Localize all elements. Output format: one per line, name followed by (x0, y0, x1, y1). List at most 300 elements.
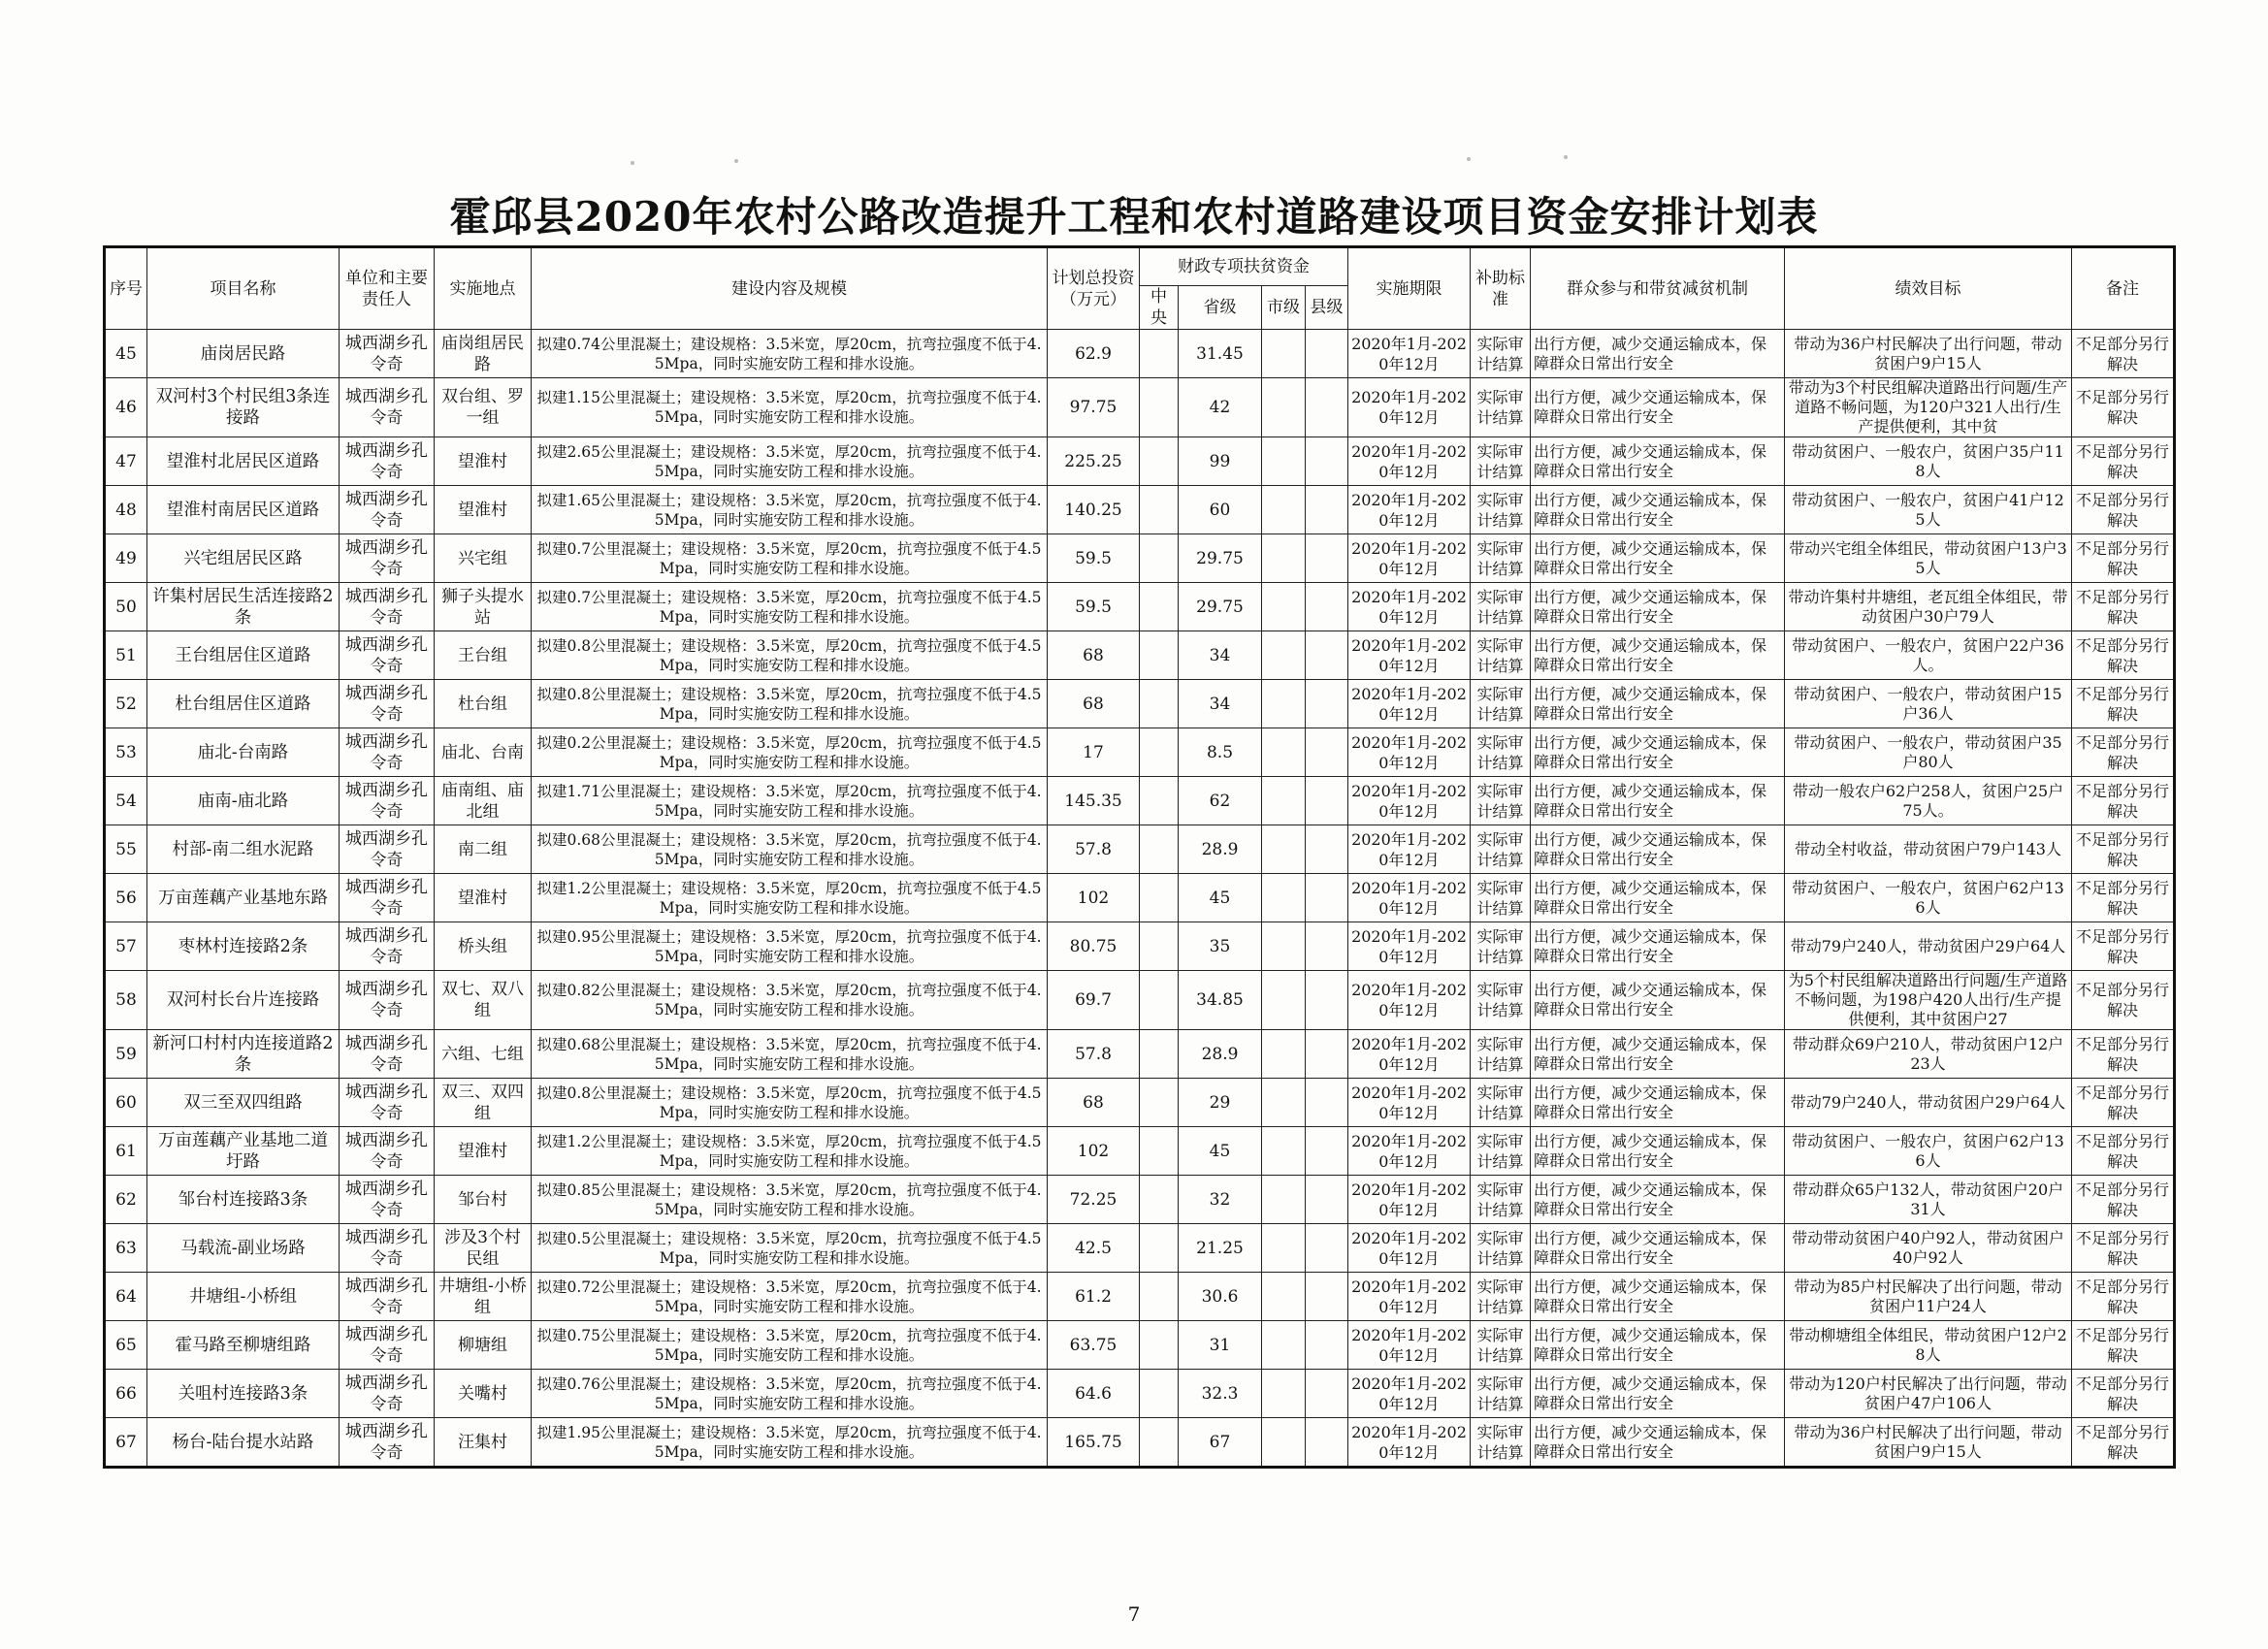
cell-mechanism: 出行方便，减少交通运输成本，保障群众日常出行安全 (1531, 728, 1785, 777)
cell-performance: 带动贫困户、一般农户，贫困户35户118人 (1785, 437, 2072, 486)
cell-project-name: 庙南-庙北路 (147, 777, 340, 825)
cell-project-name: 邹台村连接路3条 (147, 1176, 340, 1224)
header-central: 中央 (1140, 286, 1179, 330)
cell-mechanism: 出行方便，减少交通运输成本，保障群众日常出行安全 (1531, 922, 1785, 971)
cell-unit: 城西湖乡孔令奇 (340, 631, 435, 680)
cell-unit: 城西湖乡孔令奇 (340, 680, 435, 728)
cell-province: 29.75 (1179, 583, 1262, 631)
cell-central (1140, 728, 1179, 777)
cell-performance: 带动贫困户、一般农户，带动贫困户35户80人 (1785, 728, 2072, 777)
cell-period: 2020年1月-2020年12月 (1348, 486, 1471, 534)
cell-county (1306, 1079, 1348, 1127)
cell-project-name: 双河村长台片连接路 (147, 971, 340, 1030)
cell-location: 望淮村 (435, 437, 532, 486)
cell-county (1306, 1321, 1348, 1370)
cell-project-name: 双三至双四组路 (147, 1079, 340, 1127)
cell-period: 2020年1月-2020年12月 (1348, 1321, 1471, 1370)
cell-unit: 城西湖乡孔令奇 (340, 1079, 435, 1127)
cell-performance: 带动79户240人，带动贫困户29户64人 (1785, 1079, 2072, 1127)
cell-standard: 实际审计结算 (1471, 486, 1531, 534)
cell-unit: 城西湖乡孔令奇 (340, 728, 435, 777)
cell-city (1262, 971, 1306, 1030)
cell-mechanism: 出行方便，减少交通运输成本，保障群众日常出行安全 (1531, 1176, 1785, 1224)
cell-mechanism: 出行方便，减少交通运输成本，保障群众日常出行安全 (1531, 486, 1785, 534)
cell-central (1140, 1370, 1179, 1418)
cell-scope: 拟建0.75公里混凝土；建设规格：3.5米宽，厚20cm，抗弯拉强度不低于4.5Mpa，同时实施安防工程和排水设施。 (532, 1321, 1048, 1370)
cell-city (1262, 534, 1306, 583)
cell-performance: 带动柳塘组全体组民，带动贫困户12户28人 (1785, 1321, 2072, 1370)
cell-central (1140, 583, 1179, 631)
cell-performance: 带动贫困户、一般农户，贫困户62户136人 (1785, 1127, 2072, 1176)
cell-seq: 59 (105, 1030, 147, 1079)
cell-note: 不足部分另行解决 (2072, 971, 2175, 1030)
cell-scope: 拟建2.65公里混凝土；建设规格：3.5米宽，厚20cm，抗弯拉强度不低于4.5Mpa，同时实施安防工程和排水设施。 (532, 437, 1048, 486)
header-total-investment: 计划总投资（万元） (1048, 247, 1140, 330)
cell-province: 31 (1179, 1321, 1262, 1370)
cell-seq: 52 (105, 680, 147, 728)
cell-scope: 拟建0.68公里混凝土；建设规格：3.5米宽，厚20cm，抗弯拉强度不低于4.5Mpa，同时实施安防工程和排水设施。 (532, 1030, 1048, 1079)
cell-total-investment: 145.35 (1048, 777, 1140, 825)
table-row (105, 534, 2175, 583)
cell-scope: 拟建1.95公里混凝土；建设规格：3.5米宽，厚20cm，抗弯拉强度不低于4.5Mpa，同时实施安防工程和排水设施。 (532, 1418, 1048, 1468)
cell-location: 望淮村 (435, 874, 532, 922)
cell-period: 2020年1月-2020年12月 (1348, 1418, 1471, 1468)
header-period: 实施期限 (1348, 247, 1471, 330)
cell-central (1140, 534, 1179, 583)
cell-performance: 带动贫困户、一般农户，贫困户62户136人 (1785, 874, 2072, 922)
cell-central (1140, 1418, 1179, 1468)
cell-note: 不足部分另行解决 (2072, 583, 2175, 631)
cell-standard: 实际审计结算 (1471, 534, 1531, 583)
cell-seq: 62 (105, 1176, 147, 1224)
cell-scope: 拟建1.15公里混凝土；建设规格：3.5米宽，厚20cm，抗弯拉强度不低于4.5Mpa，同时实施安防工程和排水设施。 (532, 378, 1048, 437)
cell-unit: 城西湖乡孔令奇 (340, 378, 435, 437)
cell-city (1262, 330, 1306, 378)
cell-project-name: 庙岗居民路 (147, 330, 340, 378)
table-row (105, 825, 2175, 874)
cell-county (1306, 825, 1348, 874)
cell-city (1262, 922, 1306, 971)
cell-central (1140, 486, 1179, 534)
cell-county (1306, 1418, 1348, 1468)
cell-city (1262, 680, 1306, 728)
cell-total-investment: 102 (1048, 874, 1140, 922)
cell-note: 不足部分另行解决 (2072, 534, 2175, 583)
table-row (105, 437, 2175, 486)
cell-period: 2020年1月-2020年12月 (1348, 971, 1471, 1030)
cell-location: 双三、双四组 (435, 1079, 532, 1127)
table-row (105, 777, 2175, 825)
cell-period: 2020年1月-2020年12月 (1348, 728, 1471, 777)
cell-mechanism: 出行方便，减少交通运输成本，保障群众日常出行安全 (1531, 777, 1785, 825)
cell-city (1262, 1370, 1306, 1418)
cell-unit: 城西湖乡孔令奇 (340, 583, 435, 631)
cell-project-name: 枣林村连接路2条 (147, 922, 340, 971)
cell-province: 8.5 (1179, 728, 1262, 777)
cell-period: 2020年1月-2020年12月 (1348, 1079, 1471, 1127)
table-header (105, 247, 2175, 330)
cell-mechanism: 出行方便，减少交通运输成本，保障群众日常出行安全 (1531, 1418, 1785, 1468)
cell-county (1306, 534, 1348, 583)
table-row (105, 922, 2175, 971)
cell-county (1306, 330, 1348, 378)
cell-note: 不足部分另行解决 (2072, 1321, 2175, 1370)
cell-central (1140, 1321, 1179, 1370)
cell-seq: 53 (105, 728, 147, 777)
cell-note: 不足部分另行解决 (2072, 1370, 2175, 1418)
cell-note: 不足部分另行解决 (2072, 874, 2175, 922)
cell-central (1140, 1224, 1179, 1273)
cell-city (1262, 825, 1306, 874)
cell-total-investment: 225.25 (1048, 437, 1140, 486)
cell-seq: 58 (105, 971, 147, 1030)
cell-seq: 57 (105, 922, 147, 971)
cell-total-investment: 68 (1048, 1079, 1140, 1127)
cell-county (1306, 971, 1348, 1030)
cell-province: 99 (1179, 437, 1262, 486)
cell-location: 庙北、台南 (435, 728, 532, 777)
table-row (105, 1418, 2175, 1468)
cell-unit: 城西湖乡孔令奇 (340, 330, 435, 378)
cell-central (1140, 680, 1179, 728)
cell-performance: 带动群众69户210人，带动贫困户12户23人 (1785, 1030, 2072, 1079)
cell-period: 2020年1月-2020年12月 (1348, 680, 1471, 728)
cell-seq: 46 (105, 378, 147, 437)
cell-scope: 拟建1.71公里混凝土；建设规格：3.5米宽，厚20cm，抗弯拉强度不低于4.5Mpa，同时实施安防工程和排水设施。 (532, 777, 1048, 825)
cell-unit: 城西湖乡孔令奇 (340, 1273, 435, 1321)
cell-central (1140, 1030, 1179, 1079)
page-title: 霍邱县2020年农村公路改造提升工程和农村道路建设项目资金安排计划表 (449, 193, 1819, 241)
cell-city (1262, 1030, 1306, 1079)
cell-project-name: 村部-南二组水泥路 (147, 825, 340, 874)
cell-note: 不足部分另行解决 (2072, 1273, 2175, 1321)
cell-province: 45 (1179, 1127, 1262, 1176)
cell-total-investment: 68 (1048, 680, 1140, 728)
cell-note: 不足部分另行解决 (2072, 680, 2175, 728)
cell-city (1262, 728, 1306, 777)
header-scope: 建设内容及规模 (532, 247, 1048, 330)
cell-city (1262, 1127, 1306, 1176)
cell-scope: 拟建0.8公里混凝土；建设规格：3.5米宽，厚20cm，抗弯拉强度不低于4.5Mpa，同时实施安防工程和排水设施。 (532, 1079, 1048, 1127)
cell-unit: 城西湖乡孔令奇 (340, 1030, 435, 1079)
cell-scope: 拟建0.5公里混凝土；建设规格：3.5米宽，厚20cm，抗弯拉强度不低于4.5Mpa，同时实施安防工程和排水设施。 (532, 1224, 1048, 1273)
header-unit: 单位和主要责任人 (340, 247, 435, 330)
cell-mechanism: 出行方便，减少交通运输成本，保障群众日常出行安全 (1531, 330, 1785, 378)
cell-location: 庙南组、庙北组 (435, 777, 532, 825)
cell-standard: 实际审计结算 (1471, 1127, 1531, 1176)
cell-standard: 实际审计结算 (1471, 680, 1531, 728)
cell-mechanism: 出行方便，减少交通运输成本，保障群众日常出行安全 (1531, 583, 1785, 631)
cell-unit: 城西湖乡孔令奇 (340, 1176, 435, 1224)
cell-seq: 47 (105, 437, 147, 486)
table-row (105, 971, 2175, 1030)
cell-scope: 拟建1.2公里混凝土；建设规格：3.5米宽，厚20cm，抗弯拉强度不低于4.5Mpa，同时实施安防工程和排水设施。 (532, 874, 1048, 922)
table-row (105, 874, 2175, 922)
cell-period: 2020年1月-2020年12月 (1348, 534, 1471, 583)
header-city: 市级 (1262, 286, 1306, 330)
cell-total-investment: 59.5 (1048, 583, 1140, 631)
cell-seq: 55 (105, 825, 147, 874)
cell-total-investment: 62.9 (1048, 330, 1140, 378)
cell-county (1306, 1224, 1348, 1273)
cell-province: 21.25 (1179, 1224, 1262, 1273)
cell-scope: 拟建0.74公里混凝土；建设规格：3.5米宽，厚20cm，抗弯拉强度不低于4.5Mpa，同时实施安防工程和排水设施。 (532, 330, 1048, 378)
scan-speck (734, 159, 738, 163)
cell-scope: 拟建0.7公里混凝土；建设规格：3.5米宽，厚20cm，抗弯拉强度不低于4.5Mpa，同时实施安防工程和排水设施。 (532, 534, 1048, 583)
table-row (105, 486, 2175, 534)
cell-unit: 城西湖乡孔令奇 (340, 534, 435, 583)
cell-scope: 拟建1.2公里混凝土；建设规格：3.5米宽，厚20cm，抗弯拉强度不低于4.5Mpa，同时实施安防工程和排水设施。 (532, 1127, 1048, 1176)
cell-project-name: 杨台-陆台提水站路 (147, 1418, 340, 1468)
cell-total-investment: 57.8 (1048, 1030, 1140, 1079)
table-row (105, 680, 2175, 728)
cell-standard: 实际审计结算 (1471, 378, 1531, 437)
cell-performance: 带动贫困户、一般农户，贫困户41户125人 (1785, 486, 2072, 534)
cell-unit: 城西湖乡孔令奇 (340, 1321, 435, 1370)
cell-performance: 带动一般农户62户258人，贫困户25户75人。 (1785, 777, 2072, 825)
cell-province: 45 (1179, 874, 1262, 922)
cell-performance: 带动许集村井塘组，老瓦组全体组民，带动贫困户30户79人 (1785, 583, 2072, 631)
cell-seq: 67 (105, 1418, 147, 1468)
cell-city (1262, 631, 1306, 680)
cell-period: 2020年1月-2020年12月 (1348, 1176, 1471, 1224)
cell-scope: 拟建0.7公里混凝土；建设规格：3.5米宽，厚20cm，抗弯拉强度不低于4.5Mpa，同时实施安防工程和排水设施。 (532, 583, 1048, 631)
cell-period: 2020年1月-2020年12月 (1348, 1273, 1471, 1321)
cell-province: 34.85 (1179, 971, 1262, 1030)
cell-total-investment: 80.75 (1048, 922, 1140, 971)
cell-province: 34 (1179, 680, 1262, 728)
cell-location: 汪集村 (435, 1418, 532, 1468)
cell-seq: 60 (105, 1079, 147, 1127)
cell-central (1140, 922, 1179, 971)
cell-mechanism: 出行方便，减少交通运输成本，保障群众日常出行安全 (1531, 680, 1785, 728)
cell-seq: 61 (105, 1127, 147, 1176)
cell-seq: 48 (105, 486, 147, 534)
cell-seq: 51 (105, 631, 147, 680)
cell-location: 柳塘组 (435, 1321, 532, 1370)
cell-performance: 带动为85户村民解决了出行问题，带动贫困户11户24人 (1785, 1273, 2072, 1321)
cell-scope: 拟建0.82公里混凝土；建设规格：3.5米宽，厚20cm，抗弯拉强度不低于4.5Mpa，同时实施安防工程和排水设施。 (532, 971, 1048, 1030)
cell-total-investment: 57.8 (1048, 825, 1140, 874)
cell-period: 2020年1月-2020年12月 (1348, 583, 1471, 631)
cell-central (1140, 631, 1179, 680)
cell-central (1140, 1176, 1179, 1224)
cell-city (1262, 1176, 1306, 1224)
cell-total-investment: 63.75 (1048, 1321, 1140, 1370)
cell-mechanism: 出行方便，减少交通运输成本，保障群众日常出行安全 (1531, 1273, 1785, 1321)
cell-location: 庙岗组居民路 (435, 330, 532, 378)
cell-location: 南二组 (435, 825, 532, 874)
cell-city (1262, 1321, 1306, 1370)
cell-project-name: 双河村3个村民组3条连接路 (147, 378, 340, 437)
cell-seq: 63 (105, 1224, 147, 1273)
cell-location: 狮子头提水站 (435, 583, 532, 631)
cell-standard: 实际审计结算 (1471, 728, 1531, 777)
scan-speck (1564, 155, 1568, 159)
cell-scope: 拟建1.65公里混凝土；建设规格：3.5米宽，厚20cm，抗弯拉强度不低于4.5Mpa，同时实施安防工程和排水设施。 (532, 486, 1048, 534)
header-mechanism: 群众参与和带贫减贫机制 (1531, 247, 1785, 330)
cell-period: 2020年1月-2020年12月 (1348, 330, 1471, 378)
cell-standard: 实际审计结算 (1471, 1224, 1531, 1273)
cell-total-investment: 102 (1048, 1127, 1140, 1176)
cell-county (1306, 378, 1348, 437)
cell-standard: 实际审计结算 (1471, 583, 1531, 631)
cell-project-name: 万亩莲藕产业基地二道圩路 (147, 1127, 340, 1176)
cell-seq: 50 (105, 583, 147, 631)
table-row (105, 631, 2175, 680)
cell-performance: 带动群众65户132人，带动贫困户20户31人 (1785, 1176, 2072, 1224)
cell-county (1306, 437, 1348, 486)
cell-period: 2020年1月-2020年12月 (1348, 1030, 1471, 1079)
table-row (105, 378, 2175, 437)
cell-standard: 实际审计结算 (1471, 1418, 1531, 1468)
cell-mechanism: 出行方便，减少交通运输成本，保障群众日常出行安全 (1531, 1321, 1785, 1370)
cell-total-investment: 59.5 (1048, 534, 1140, 583)
cell-note: 不足部分另行解决 (2072, 378, 2175, 437)
cell-location: 井塘组-小桥组 (435, 1273, 532, 1321)
cell-performance: 带动兴宅组全体组民，带动贫困户13户35人 (1785, 534, 2072, 583)
cell-mechanism: 出行方便，减少交通运输成本，保障群众日常出行安全 (1531, 874, 1785, 922)
cell-scope: 拟建0.8公里混凝土；建设规格：3.5米宽，厚20cm，抗弯拉强度不低于4.5Mpa，同时实施安防工程和排水设施。 (532, 631, 1048, 680)
cell-project-name: 关咀村连接路3条 (147, 1370, 340, 1418)
cell-note: 不足部分另行解决 (2072, 631, 2175, 680)
table-row (105, 1224, 2175, 1273)
cell-total-investment: 64.6 (1048, 1370, 1140, 1418)
cell-location: 关嘴村 (435, 1370, 532, 1418)
cell-note: 不足部分另行解决 (2072, 825, 2175, 874)
cell-city (1262, 777, 1306, 825)
cell-project-name: 王台组居住区道路 (147, 631, 340, 680)
cell-standard: 实际审计结算 (1471, 922, 1531, 971)
page-number: 7 (1127, 1602, 1141, 1626)
cell-performance: 带动贫困户、一般农户，带动贫困户15户36人 (1785, 680, 2072, 728)
cell-location: 双七、双八组 (435, 971, 532, 1030)
table-row (105, 1079, 2175, 1127)
header-county: 县级 (1306, 286, 1348, 330)
cell-county (1306, 1176, 1348, 1224)
cell-total-investment: 17 (1048, 728, 1140, 777)
header-project-name: 项目名称 (147, 247, 340, 330)
cell-performance: 带动为36户村民解决了出行问题，带动贫困户9户15人 (1785, 330, 2072, 378)
cell-total-investment: 68 (1048, 631, 1140, 680)
cell-province: 32 (1179, 1176, 1262, 1224)
cell-mechanism: 出行方便，减少交通运输成本，保障群众日常出行安全 (1531, 971, 1785, 1030)
cell-standard: 实际审计结算 (1471, 1370, 1531, 1418)
cell-location: 杜台组 (435, 680, 532, 728)
cell-unit: 城西湖乡孔令奇 (340, 825, 435, 874)
cell-total-investment: 140.25 (1048, 486, 1140, 534)
cell-county (1306, 728, 1348, 777)
cell-province: 29.75 (1179, 534, 1262, 583)
cell-province: 28.9 (1179, 825, 1262, 874)
cell-county (1306, 1030, 1348, 1079)
header-note: 备注 (2072, 247, 2175, 330)
cell-note: 不足部分另行解决 (2072, 728, 2175, 777)
cell-location: 双台组、罗一组 (435, 378, 532, 437)
cell-city (1262, 1079, 1306, 1127)
cell-county (1306, 583, 1348, 631)
table-row (105, 330, 2175, 378)
cell-county (1306, 1273, 1348, 1321)
scan-speck (631, 161, 634, 165)
cell-standard: 实际审计结算 (1471, 1079, 1531, 1127)
cell-city (1262, 437, 1306, 486)
cell-unit: 城西湖乡孔令奇 (340, 486, 435, 534)
cell-note: 不足部分另行解决 (2072, 922, 2175, 971)
cell-city (1262, 486, 1306, 534)
cell-county (1306, 777, 1348, 825)
header-fund: 财政专项扶贫资金 (1140, 247, 1348, 286)
cell-note: 不足部分另行解决 (2072, 1127, 2175, 1176)
cell-project-name: 井塘组-小桥组 (147, 1273, 340, 1321)
cell-standard: 实际审计结算 (1471, 437, 1531, 486)
cell-mechanism: 出行方便，减少交通运输成本，保障群众日常出行安全 (1531, 1224, 1785, 1273)
cell-province: 62 (1179, 777, 1262, 825)
cell-mechanism: 出行方便，减少交通运输成本，保障群众日常出行安全 (1531, 1079, 1785, 1127)
cell-seq: 49 (105, 534, 147, 583)
cell-province: 35 (1179, 922, 1262, 971)
cell-scope: 拟建0.72公里混凝土；建设规格：3.5米宽，厚20cm，抗弯拉强度不低于4.5Mpa，同时实施安防工程和排水设施。 (532, 1273, 1048, 1321)
cell-city (1262, 378, 1306, 437)
table-row (105, 1321, 2175, 1370)
table-row (105, 1273, 2175, 1321)
cell-scope: 拟建0.8公里混凝土；建设规格：3.5米宽，厚20cm，抗弯拉强度不低于4.5Mpa，同时实施安防工程和排水设施。 (532, 680, 1048, 728)
cell-performance: 为5个村民组解决道路出行问题/生产道路不畅问题，为198户420人出行/生产提供便利，其中贫困户27 (1785, 971, 2072, 1030)
cell-unit: 城西湖乡孔令奇 (340, 922, 435, 971)
cell-standard: 实际审计结算 (1471, 631, 1531, 680)
cell-province: 31.45 (1179, 330, 1262, 378)
cell-standard: 实际审计结算 (1471, 1176, 1531, 1224)
cell-unit: 城西湖乡孔令奇 (340, 1418, 435, 1468)
cell-project-name: 望淮村北居民区道路 (147, 437, 340, 486)
cell-location: 望淮村 (435, 486, 532, 534)
cell-central (1140, 437, 1179, 486)
cell-standard: 实际审计结算 (1471, 330, 1531, 378)
cell-seq: 65 (105, 1321, 147, 1370)
cell-note: 不足部分另行解决 (2072, 1418, 2175, 1468)
table-row (105, 1176, 2175, 1224)
cell-note: 不足部分另行解决 (2072, 486, 2175, 534)
cell-central (1140, 874, 1179, 922)
cell-seq: 64 (105, 1273, 147, 1321)
cell-central (1140, 1079, 1179, 1127)
cell-period: 2020年1月-2020年12月 (1348, 825, 1471, 874)
cell-period: 2020年1月-2020年12月 (1348, 922, 1471, 971)
cell-performance: 带动为36户村民解决了出行问题，带动贫困户9户15人 (1785, 1418, 2072, 1468)
cell-province: 60 (1179, 486, 1262, 534)
header-province: 省级 (1179, 286, 1262, 330)
cell-seq: 45 (105, 330, 147, 378)
cell-county (1306, 631, 1348, 680)
cell-note: 不足部分另行解决 (2072, 1224, 2175, 1273)
cell-central (1140, 971, 1179, 1030)
cell-project-name: 霍马路至柳塘组路 (147, 1321, 340, 1370)
cell-location: 王台组 (435, 631, 532, 680)
cell-location: 兴宅组 (435, 534, 532, 583)
cell-seq: 54 (105, 777, 147, 825)
cell-standard: 实际审计结算 (1471, 1030, 1531, 1079)
cell-unit: 城西湖乡孔令奇 (340, 1127, 435, 1176)
cell-seq: 66 (105, 1370, 147, 1418)
cell-standard: 实际审计结算 (1471, 874, 1531, 922)
cell-standard: 实际审计结算 (1471, 1273, 1531, 1321)
cell-performance: 带动带动贫困户40户92人，带动贫困户40户92人 (1785, 1224, 2072, 1273)
cell-project-name: 马载流-副业场路 (147, 1224, 340, 1273)
cell-province: 30.6 (1179, 1273, 1262, 1321)
table-row (105, 1030, 2175, 1079)
table-row (105, 583, 2175, 631)
cell-standard: 实际审计结算 (1471, 777, 1531, 825)
